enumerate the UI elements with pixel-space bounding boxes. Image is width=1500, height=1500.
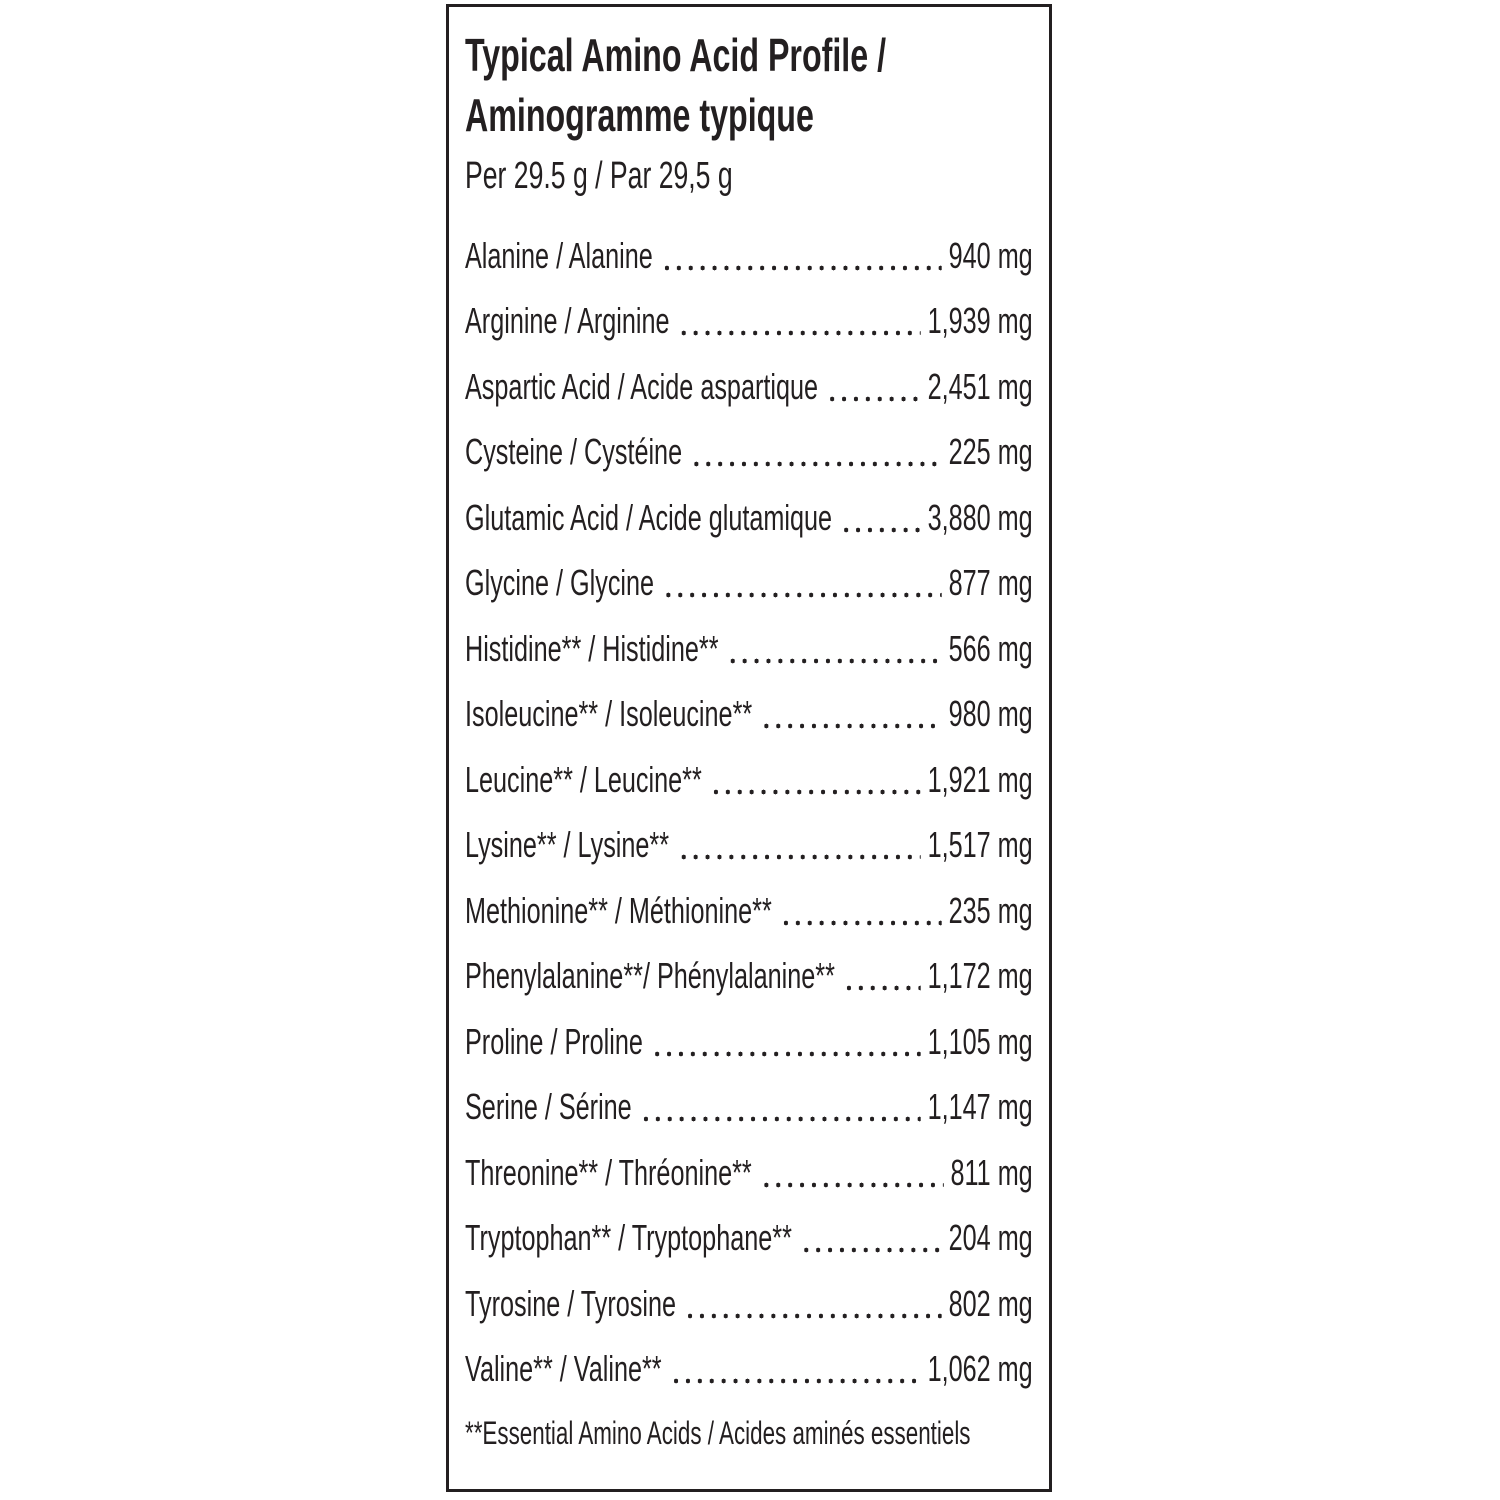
- row-label: Tyrosine / Tyrosine: [465, 1282, 677, 1324]
- row-value: 235 mg: [948, 889, 1033, 931]
- row-label: Glycine / Glycine: [465, 562, 655, 604]
- dot-leader: [678, 289, 921, 355]
- dot-leader: [760, 1140, 943, 1206]
- row-value: 566 mg: [948, 627, 1033, 669]
- amino-acid-table: [465, 223, 1033, 1402]
- amino-acid-row: [465, 878, 1033, 944]
- row-label: Methionine** / Méthionine**: [465, 889, 772, 931]
- amino-acid-row: [465, 485, 1033, 551]
- amino-acid-row: [465, 551, 1033, 617]
- dot-leader: [684, 1271, 941, 1337]
- essential-amino-acids-footnote: **Essential Amino Acids / Acides aminés essentiels: [465, 1415, 971, 1451]
- amino-acid-row: [465, 1075, 1033, 1141]
- row-value: 225 mg: [948, 431, 1033, 473]
- row-value: 811 mg: [950, 1151, 1033, 1193]
- amino-acid-row: [465, 747, 1033, 813]
- row-value: 3,880 mg: [927, 496, 1033, 538]
- dot-leader: [661, 223, 941, 289]
- row-value: 1,062 mg: [927, 1348, 1033, 1390]
- row-value: 877 mg: [948, 562, 1033, 604]
- row-label: Proline / Proline: [465, 1020, 643, 1062]
- amino-acid-row: [465, 813, 1033, 879]
- row-label: Arginine / Arginine: [465, 300, 670, 342]
- row-value: 1,517 mg: [927, 824, 1033, 866]
- dot-leader: [840, 485, 920, 551]
- dot-leader: [727, 616, 942, 682]
- row-value: 802 mg: [948, 1282, 1033, 1324]
- dot-leader: [640, 1075, 921, 1141]
- row-label: Phenylalanine**/ Phénylalanine**: [465, 955, 835, 997]
- row-value: 1,172 mg: [927, 955, 1033, 997]
- row-label: Tryptophan** / Tryptophane**: [465, 1217, 792, 1259]
- dot-leader: [826, 354, 920, 420]
- dot-leader: [670, 1337, 921, 1403]
- row-label: Isoleucine** / Isoleucine**: [465, 693, 753, 735]
- amino-acid-row: [465, 682, 1033, 748]
- amino-acid-row: [465, 1271, 1033, 1337]
- dot-leader: [843, 944, 920, 1010]
- row-value: 1,921 mg: [927, 758, 1033, 800]
- row-value: 2,451 mg: [927, 365, 1033, 407]
- amino-acid-row: [465, 1140, 1033, 1206]
- panel-title-line-1: Typical Amino Acid Profile /: [465, 29, 887, 81]
- row-value: 1,939 mg: [927, 300, 1033, 342]
- dot-leader: [690, 420, 941, 486]
- panel-content: [465, 25, 1033, 1454]
- amino-acid-row: [465, 223, 1033, 289]
- amino-acid-row: [465, 420, 1033, 486]
- amino-acid-row: [465, 1337, 1033, 1403]
- row-label: Lysine** / Lysine**: [465, 824, 670, 866]
- row-label: Glutamic Acid / Acide glutamique: [465, 496, 832, 538]
- row-label: Cysteine / Cystéine: [465, 431, 683, 473]
- panel-title-line-2: Aminogramme typique: [465, 89, 814, 141]
- row-label: Histidine** / Histidine**: [465, 627, 719, 669]
- row-label: Valine** / Valine**: [465, 1348, 662, 1390]
- row-label: Alanine / Alanine: [465, 234, 653, 276]
- dot-leader: [662, 551, 941, 617]
- amino-acid-row: [465, 944, 1033, 1010]
- row-label: Leucine** / Leucine**: [465, 758, 702, 800]
- amino-acid-row: [465, 1009, 1033, 1075]
- row-value: 940 mg: [948, 234, 1033, 276]
- amino-acid-row: [465, 1206, 1033, 1272]
- row-label: Serine / Sérine: [465, 1086, 632, 1128]
- row-label: Threonine** / Thréonine**: [465, 1151, 752, 1193]
- dot-leader: [710, 747, 920, 813]
- row-value: 204 mg: [948, 1217, 1033, 1259]
- row-value: 1,105 mg: [927, 1020, 1033, 1062]
- serving-size: Per 29.5 g / Par 29,5 g: [465, 155, 733, 197]
- amino-acid-profile-panel: [446, 4, 1052, 1492]
- amino-acid-row: [465, 354, 1033, 420]
- amino-acid-row: [465, 616, 1033, 682]
- row-value: 980 mg: [948, 693, 1033, 735]
- amino-acid-row: [465, 289, 1033, 355]
- dot-leader: [761, 682, 942, 748]
- row-value: 1,147 mg: [927, 1086, 1033, 1128]
- dot-leader: [780, 878, 941, 944]
- row-label: Aspartic Acid / Acide aspartique: [465, 365, 818, 407]
- dot-leader: [800, 1206, 941, 1272]
- dot-leader: [651, 1009, 920, 1075]
- dot-leader: [677, 813, 920, 879]
